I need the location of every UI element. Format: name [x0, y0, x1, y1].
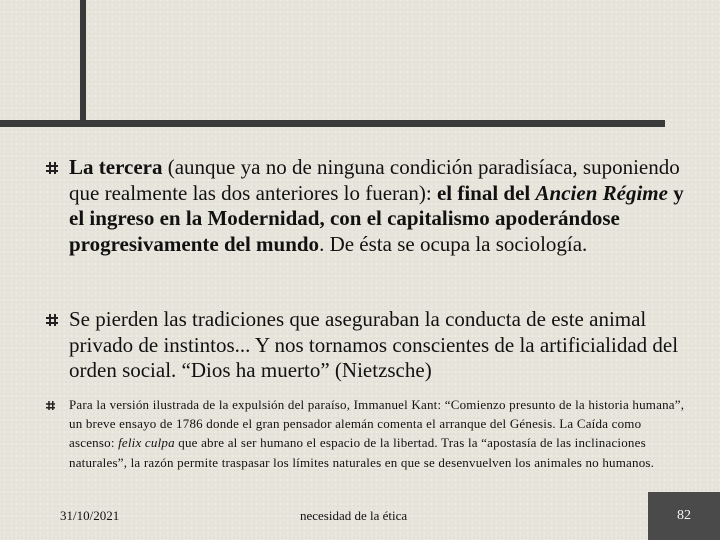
- italic-text: felix culpa: [118, 435, 175, 451]
- bold-text: y el ingreso en la Modernidad, con el capitalismo apoderándose progresivamente del mundo: [69, 180, 684, 256]
- footer-title: necesidad de la ética: [300, 508, 408, 523]
- paragraph-text: (aunque ya no de ninguna condición paradisíaca, suponiendo que realmente las dos anteriores lo fueran):: [69, 155, 680, 205]
- horizontal-rule: [0, 120, 665, 127]
- paragraph-text: que abre al ser humano el espacio de la libertad. Tras la “apostasía de las inclinaciones naturales”, la razón permite traspasar los límites naturales en que se desenvuelven los animales no humanos.: [69, 435, 655, 470]
- bullet-paragraph-2: Se pierden las tradiciones que aseguraban la conducta de este animal privado de instintos... Y nos tornamos conscientes de la artificialidad del orden social. “Dios ha muerto” (Nietzsche): [69, 307, 679, 383]
- paragraph-text: . De ésta se ocupa la sociología.: [319, 231, 588, 256]
- vertical-rule: [80, 0, 86, 122]
- hash-bullet-icon: [46, 314, 58, 326]
- lead-bold-text: La tercera: [69, 155, 163, 179]
- bold-text: el final del: [436, 180, 536, 205]
- page-number: 82: [677, 508, 691, 523]
- footer-date: 31/10/2021: [60, 508, 120, 523]
- paragraph-text: Para la versión ilustrada de la expulsión del paraíso, Immanuel Kant: “Comienzo presunto de la historia humana”, un breve ensayo de 1786 donde el gran pensador alemán comenta el arranque del Génesis. La Caída como ascenso:: [69, 397, 685, 451]
- bullet-paragraph-3: [69, 395, 689, 472]
- bullet-paragraph-1: [69, 155, 689, 257]
- bold-italic-text: Ancien Régime: [535, 180, 668, 205]
- hash-bullet-icon: [46, 162, 58, 174]
- hash-bullet-icon: [46, 401, 55, 410]
- page-number-box: [648, 492, 720, 540]
